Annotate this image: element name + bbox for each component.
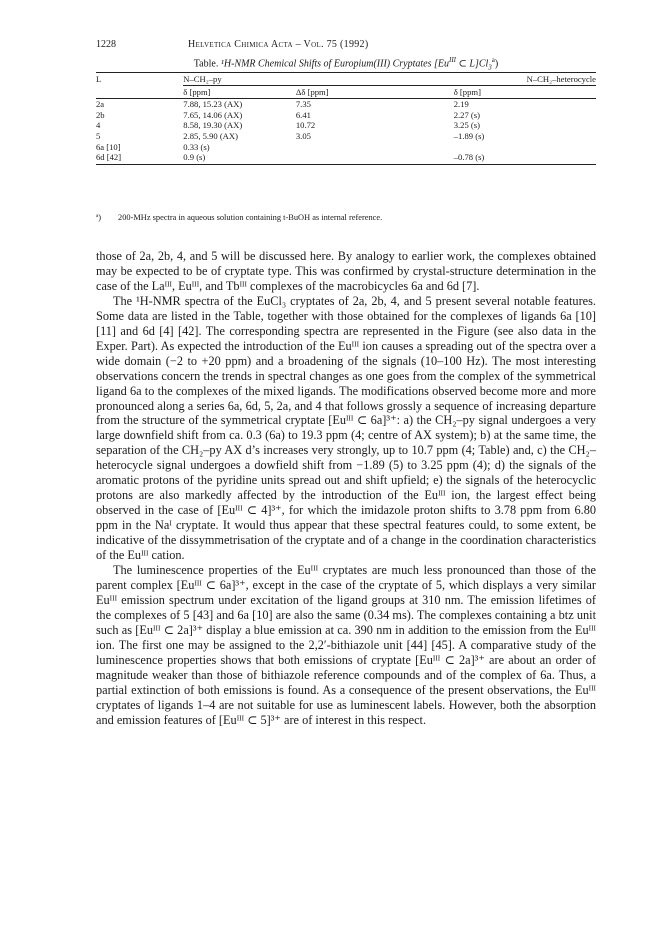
caption-mid: ⊂ L]Cl [456,58,489,70]
body-text [96,249,596,728]
row-ch2het-shift [400,142,596,153]
journal-title: Helvetica Chimica Acta – Vol. 75 (1992) [188,39,369,50]
col-header-ch2het: N–CH₂–heterocycle [400,73,596,86]
row-ch2py-shift: 0.9 (s) [183,152,296,164]
row-ch2py-shift: 8.58, 19.30 (AX) [183,120,243,131]
caption-footnote-mark: a [491,56,495,64]
row-ch2het-shift: –0.78 (s) [400,152,596,164]
page-number: 1228 [96,39,116,50]
table-row [96,99,596,110]
row-ch2het-shift: –1.89 (s) [453,130,485,141]
row-ch2het-shift: 2.19 [453,99,469,110]
table-header-row [96,73,596,86]
col-header-L: L [96,73,183,86]
caption-sub: 3 [488,63,492,72]
row-delta-delta: 3.05 [295,130,311,141]
row-delta-delta: 6.41 [295,109,311,120]
row-ligand: 4 [96,120,101,131]
row-ch2het-shift: 2.27 (s) [453,109,480,120]
row-ch2het-shift: 3.25 (s) [453,120,480,131]
row-ch2py-shift: 7.88, 15.23 (AX) [183,99,243,110]
row-delta-delta: 7.35 [295,99,311,110]
row-delta-delta [296,152,400,164]
row-delta-delta [296,142,400,153]
row-ligand: 6a [10] [96,141,121,152]
row-ch2py-shift: 7.65, 14.06 (AX) [183,109,243,120]
subheader-delta: δ [ppm] [183,85,296,99]
paragraph-nmr-spectra: The ¹H-NMR spectra of the EuCl₃ cryptates of 2a, 2b, 4, and 5 present several notable features. Some data are listed in the Table, together with those obtained for the complexes of ligands 6a [10] [11] and 6d [4] [42]. The corresponding spectra are represented in the Figure (see also data in the Exper. Part). As expected the introduction of the Euᴵᴵᴵ ion causes a spreading out of the spectra over a wide domain (−2 to +20 ppm) and a broadening of the signals (10–100 Hz). The most interesting observations concern the trends in spectral changes as one goes from the complex of the symmetrical ligand 6a to the complexes of the mixed ligands. The modifications observed become more and more pronounced along a series 6a, 6d, 5, 2a, and 4 that follows grossly a sequence of increasing departure from the structure of the symmetrical cryptate [Euᴵᴵᴵ ⊂ 6a]³⁺: a) the CH₂–py signal undergoes a very large downfield shift from ca. 0.3 (6a) to 19.3 ppm (4; centre of AX system); b) at the same time, the separation of the CH₂–py AX d’s increases very strongly, up to 10.7 ppm (4; Table) and, c) the CH₂–heterocycle signal undergoes a dowfield shift from −1.89 (5) to 3.25 ppm (4); d) the signals of the aromatic protons of the pyridine units spread out and shift upfield; e) the signals of the heterocyclic protons are also markedly affected by the introduction of the Euᴵᴵᴵ ion, the largest effect being observed in the case of [Euᴵᴵᴵ ⊂ 4]³⁺, for which the imidazole proton shifts to 3.78 ppm from 6.80 ppm in the Naᴵ cryptate. It would thus appear that these spectral features could, to some extent, be indicative of the dissymmetrisation of the cryptate and of a change in the coordination characteristics of the Euᴵᴵᴵ cation. [96,293,596,563]
table-row [96,152,596,164]
table-footnote [96,213,596,222]
subheader-delta-het: δ [ppm] [400,85,596,99]
row-ligand: 6d [42] [96,152,183,164]
paragraph-1: those of 2a, 2b, 4, and 5 will be discussed here. By analogy to earlier work, the complexes obtained may be expected to be of cryptate type. This was confirmed by crystal-structure determination in the case of the Laᴵᴵᴵ, Euᴵᴵᴵ, and Tbᴵᴵᴵ complexes of the macrobicycles 6a and 6d [7]. [96,249,596,293]
col-header-ch2py: N–CH₂–py [183,73,296,86]
table-body [96,99,596,165]
table-row [96,120,596,131]
row-delta-delta: 10.72 [295,120,316,131]
row-ligand: 2a [96,99,105,110]
table-row [96,142,596,153]
caption-sup: III [449,56,456,64]
paragraph-luminescence: The luminescence properties of the Euᴵᴵᴵ cryptates are much less pronounced than those of the parent complex [Euᴵᴵᴵ ⊂ 6a]³⁺, except in the case of the cryptate of 5, which displays a very similar Euᴵᴵᴵ emission spectrum under excitation of the ligand groups at 310 nm. The emission lifetimes of the complexes of 5 [43] and 6a [10] are also the same (0.34 ms). The complexes containing a btz unit such as [Euᴵᴵᴵ ⊂ 2a]³⁺ display a blue emission at ca. 390 nm in addition to the emission from the Euᴵᴵᴵ ion. The first one may be assigned to the 2,2′-bithiazole unit [44] [45]. A comparative study of the luminescence properties shows that both emissions of cryptate [Euᴵᴵᴵ ⊂ 2a]³⁺ are about an order of magnitude weaker than those of bithiazole reference compounds and of the complex of 6a. Thus, a partial extinction of both emissions is found. As a consequence of the present observations, the Euᴵᴵᴵ cryptates of ligands 1–4 are not suitable for use as luminescent labels. However, both the absorption and emission features of [Euᴵᴵᴵ ⊂ 5]³⁺ are of interest in this respect. [96,563,596,727]
nmr-shift-table [96,72,596,165]
caption-end: ) [494,58,499,70]
row-ref: [42] [104,152,122,163]
row-ch2py-shift: 2.85, 5.90 (AX) [183,130,238,141]
row-ref: [10] [104,141,121,152]
table-subheader-row [96,85,596,99]
row-ch2py-shift: 0.33 (s) [183,141,210,152]
table-row [96,110,596,121]
subheader-delta-delta: Δδ [ppm] [296,85,400,99]
footnote-text: 200-MHz spectra in aqueous solution containing t-BuOH as internal reference. [118,213,383,222]
caption-prefix: Table. [193,58,221,70]
row-ligand: 2b [96,109,105,120]
footnote-mark: ª) [96,213,102,222]
caption-title: ¹H-NMR Chemical Shifts of Europium(III) Cryptates [Eu [220,58,449,70]
row-ligand: 5 [96,130,101,141]
table-row [96,131,596,142]
running-head [96,39,596,53]
table-caption [96,56,596,71]
